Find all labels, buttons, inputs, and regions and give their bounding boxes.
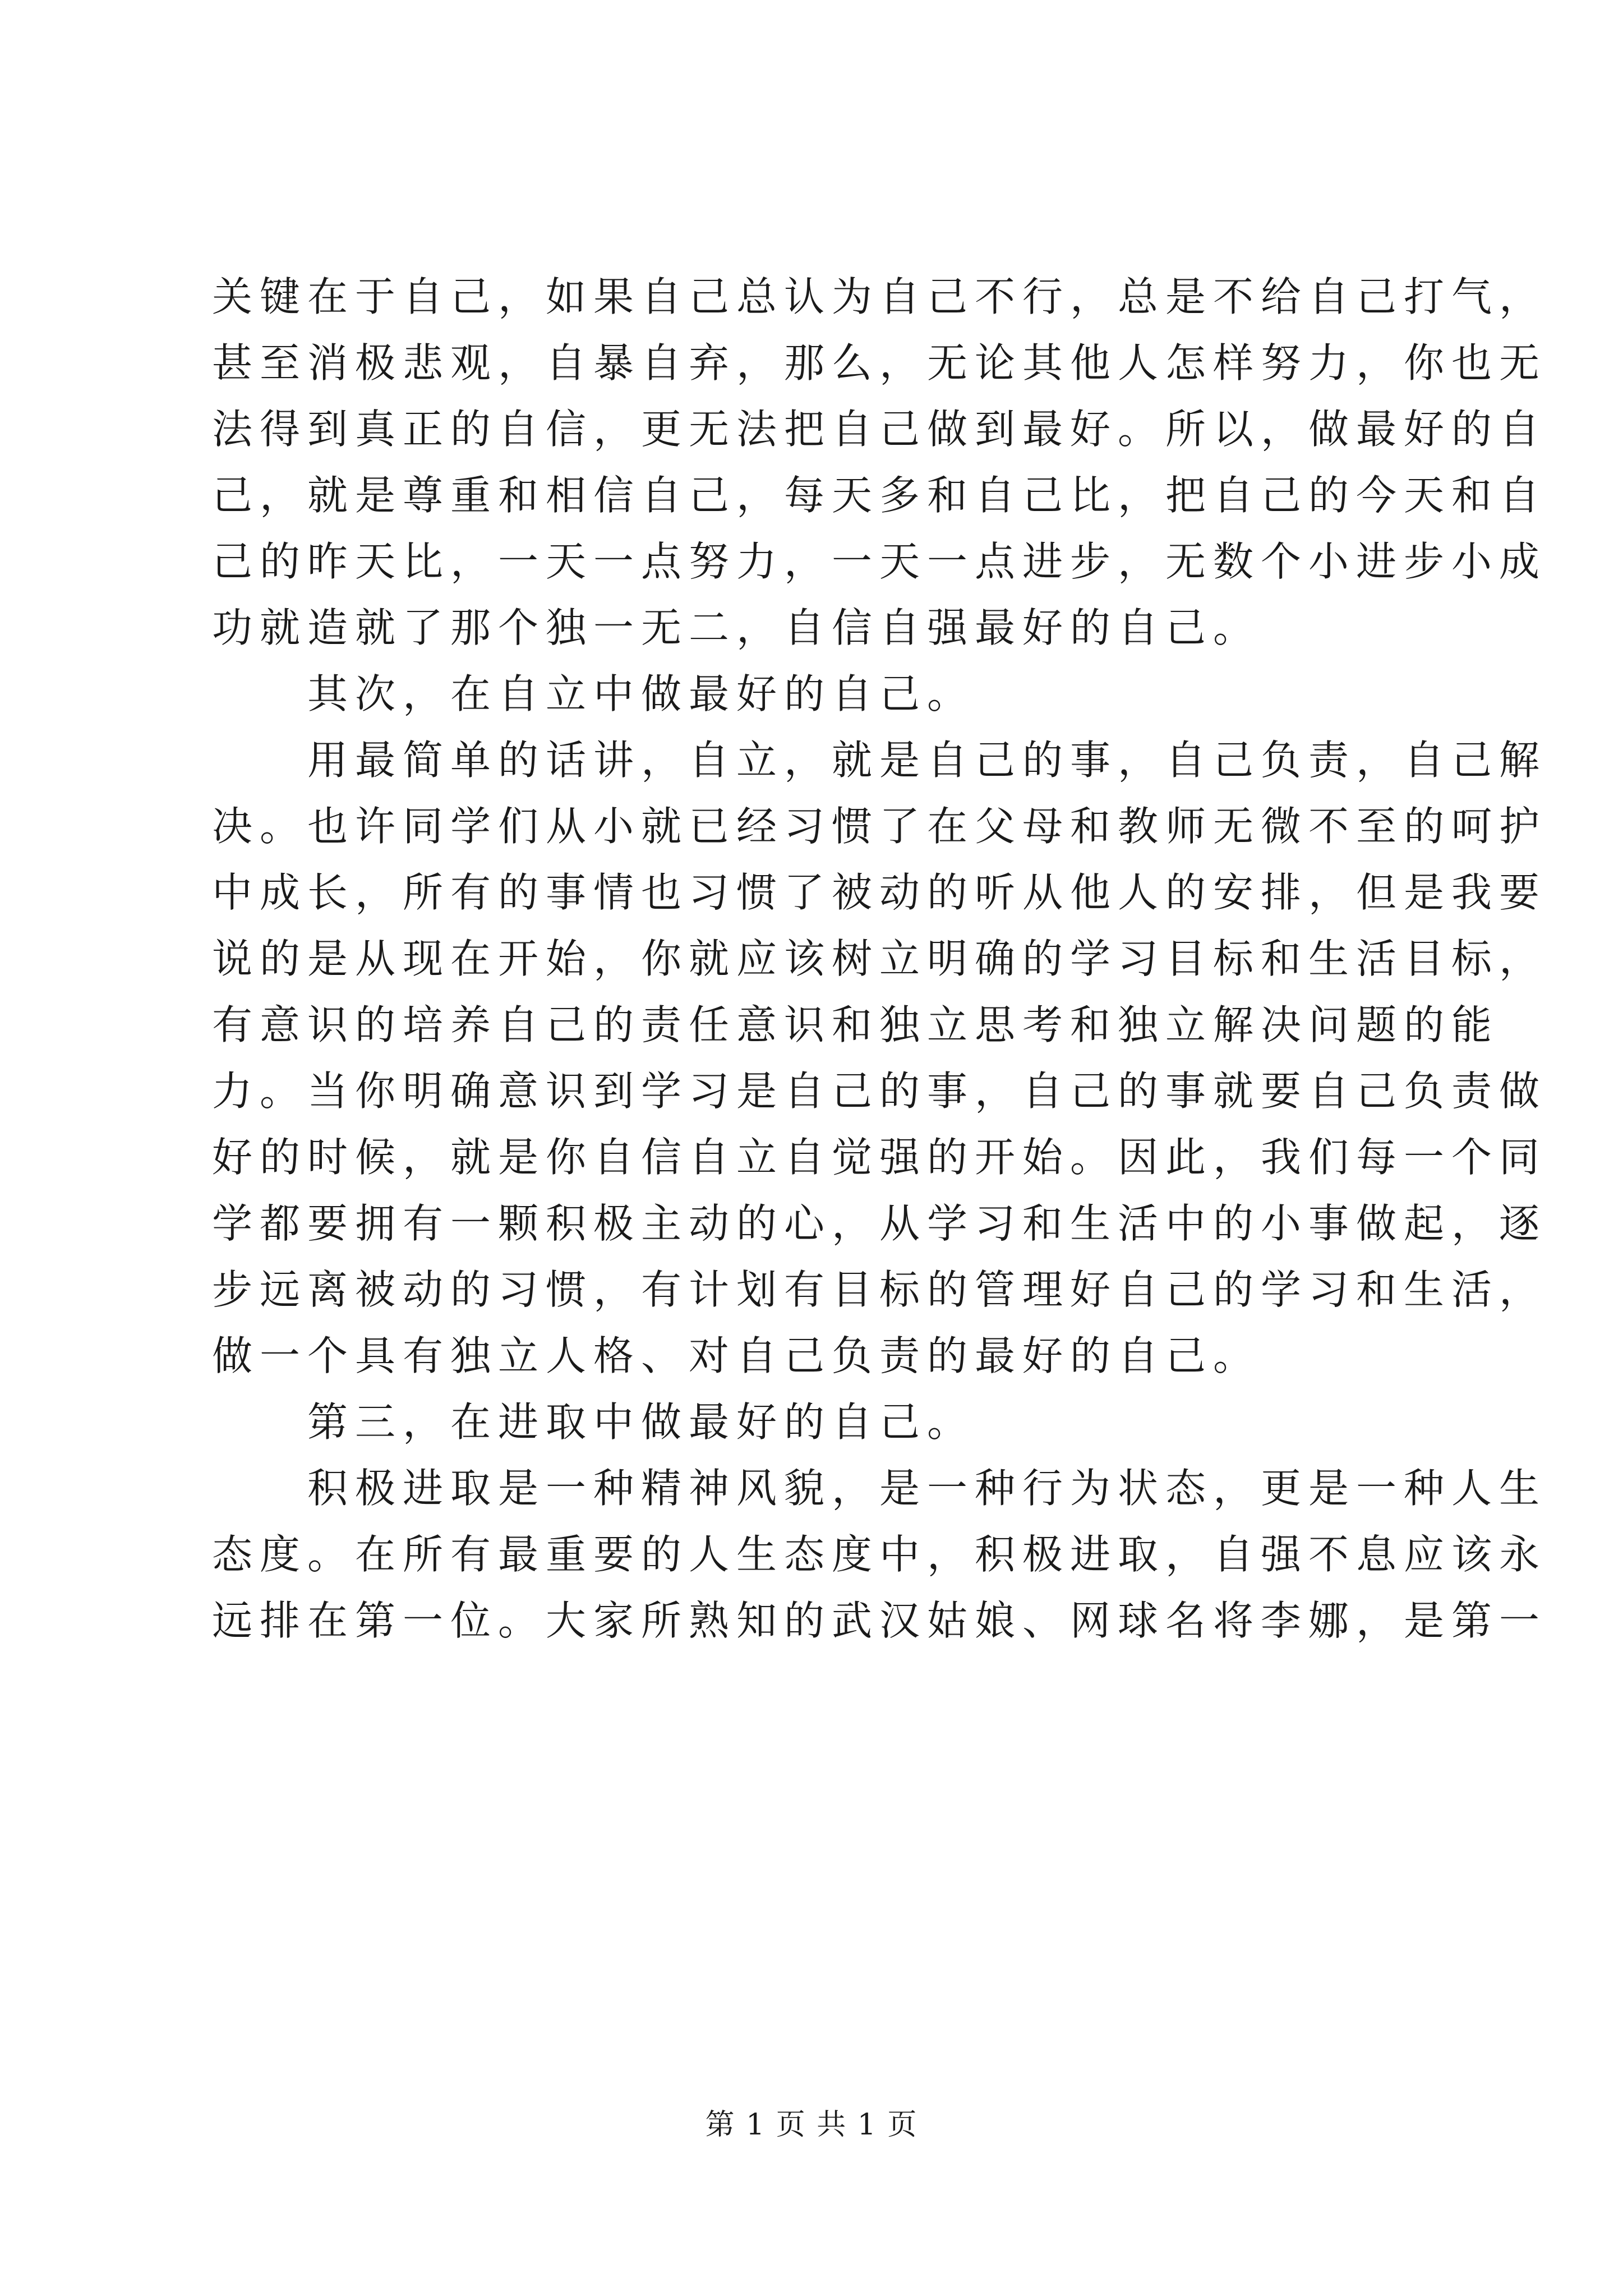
text-line: 甚至消极悲观，自暴自弃，那么，无论其他人怎样努力，你也无 [212,339,1547,386]
text-line: 远排在第一位。大家所熟知的武汉姑娘、网球名将李娜，是第一 [212,1597,1547,1644]
text-line: 学都要拥有一颗积极主动的心，从学习和生活中的小事做起，逐 [212,1200,1547,1247]
text-line: 积极进取是一种精神风貌，是一种行为状态，更是一种人生 [307,1465,1547,1512]
text-line: 己的昨天比，一天一点努力，一天一点进步，无数个小进步小成 [212,538,1547,585]
text-line: 态度。在所有最重要的人生态度中，积极进取，自强不息应该永 [212,1531,1547,1578]
text-line: 步远离被动的习惯，有计划有目标的管理好自己的学习和生活， [212,1266,1547,1313]
text-line: 用最简单的话讲，自立，就是自己的事，自己负责，自己解 [307,737,1547,784]
text-line: 关键在于自己，如果自己总认为自己不行，总是不给自己打气， [212,273,1547,320]
text-line: 说的是从现在开始，你就应该树立明确的学习目标和生活目标， [212,935,1547,982]
text-line: 决。也许同学们从小就已经习惯了在父母和教师无微不至的呵护 [212,803,1547,850]
text-line: 己，就是尊重和相信自己，每天多和自己比，把自己的今天和自 [212,472,1547,519]
text-line: 好的时候，就是你自信自立自觉强的开始。因此，我们每一个同 [212,1134,1547,1181]
text-line: 中成长，所有的事情也习惯了被动的听从他人的安排，但是我要 [212,869,1547,916]
body-text [212,264,1547,1654]
text-line: 力。当你明确意识到学习是自己的事，自己的事就要自己负责做 [212,1068,1547,1115]
text-line: 法得到真正的自信，更无法把自己做到最好。所以，做最好的自 [212,406,1547,453]
section-heading-third: 第三，在进取中做最好的自己。 [307,1398,975,1446]
page-number-label: 第 1 页 共 1 页 [705,2108,918,2142]
section-heading-second: 其次，在自立中做最好的自己。 [307,670,975,717]
text-line: 做一个具有独立人格、对自己负责的最好的自己。 [212,1332,1261,1379]
page-footer [0,2101,1623,2143]
text-line: 有意识的培养自己的责任意识和独立思考和独立解决问题的能 [212,1001,1500,1048]
text-line: 功就造就了那个独一无二，自信自强最好的自己。 [212,604,1261,651]
